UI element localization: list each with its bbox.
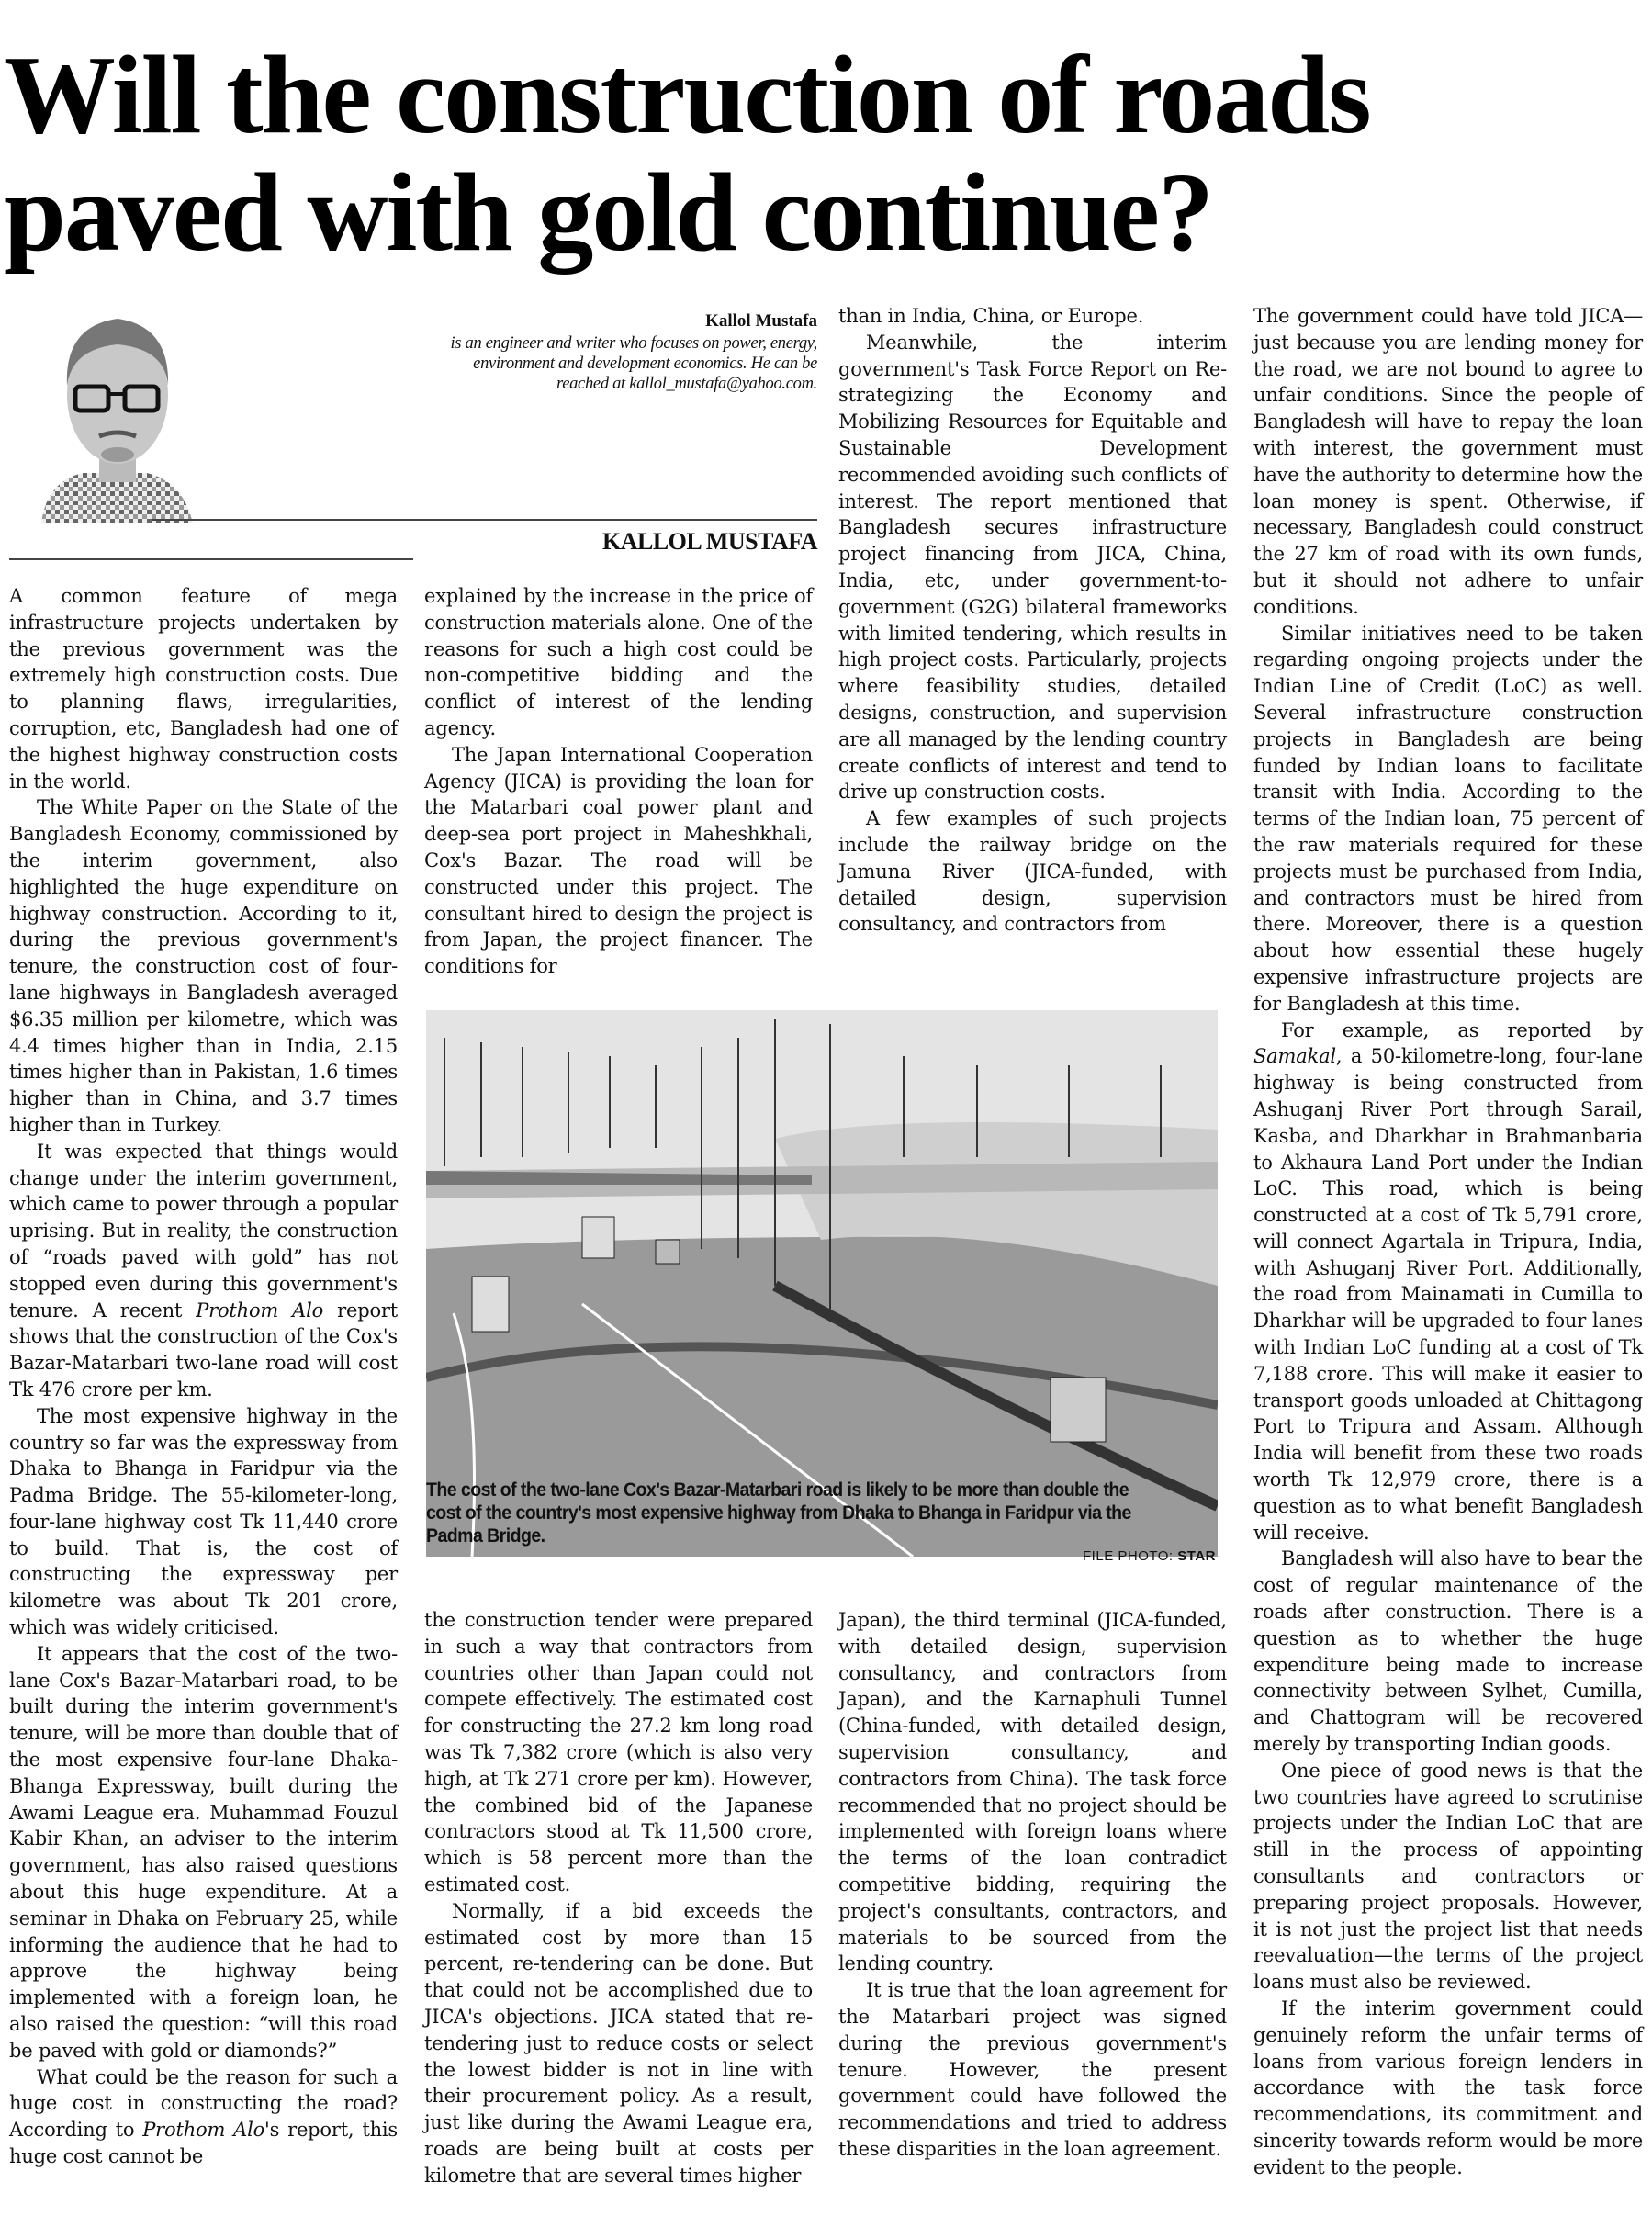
photo-credit: FILE PHOTO: STAR [1083, 1548, 1216, 1564]
paragraph: explained by the increase in the price of construction materials alone. One of the reasons for such a high cost could be non-competitive bidding and the conflict of interest of the lending agency. [424, 585, 813, 739]
paragraph: It was expected that things would change under the interim government, which came to power through a popular uprising. But in reality, the construction of “roads paved with gold” has not stopped even during this government's tenure. A recent Prothom Alo report shows that the construction of the Cox's Bazar-Matarbari two-lane road will cost Tk 476 crore per km. [9, 1140, 398, 1400]
column-2-top [424, 583, 813, 980]
column-3-bottom [838, 1607, 1227, 2163]
publication-name: Prothom Alo [196, 1299, 324, 1322]
paragraph: It is true that the loan agreement for the Matarbari project was signed during the previous government's tenure. However, the present government could have followed the recommendations and tried to address these disparities in the loan agreement. [838, 1979, 1227, 2160]
headline-line-2: paved with gold continue? [4, 151, 1212, 275]
column-divider [9, 558, 413, 560]
publication-name: Prothom Alo [142, 2119, 265, 2142]
paragraph: Normally, if a bid exceeds the estimated cost by more than 15 percent, re-tendering can be done. But that could not be accomplished due to JICA's objections. JICA stated that re-tendering just to reduce costs or select the lowest bidder is not in line with their procurement policy. As a result, just like during the Awami League era, roads are being built at costs per kilometre that are several times higher [424, 1899, 813, 2187]
byline: KALLOL MUSTAFA [601, 528, 817, 555]
paragraph: A few examples of such projects include the railway bridge on the Jamuna River (JICA-funded, with detailed design, supervision consultancy, and contractors from [838, 807, 1227, 936]
paragraph: If the interim government could genuinely reform the unfair terms of loans from various foreign lenders in accordance with the task force recommendations, its commitment and sincerity towards reform would be more evident to the people. [1253, 1997, 1643, 2178]
byline-divider [152, 519, 817, 521]
author-block [0, 298, 817, 555]
paragraph: One piece of good news is that the two countries have agreed to scrutinise projects under the Indian LoC that are still in the process of appointing consultants and contractors or preparing project proposals. However, it is not just the project list that needs reevaluation—the terms of the project loans must also be reviewed. [1253, 1759, 1643, 1994]
author-portrait-icon [28, 298, 202, 523]
paragraph: The White Paper on the State of the Bangladesh Economy, commissioned by the interim government, also highlighted the huge expenditure on highway construction. According to it, during the previous government's tenure, the construction cost of four-lane highways in Bangladesh averaged $6.35 million per kilometre, which was 4.4 times higher than in India, 2.15 times higher than in Pakistan, 1.6 times higher than in China, and 3.7 times higher than in Turkey. [9, 796, 398, 1136]
author-name: Kallol Mustafa [705, 311, 817, 331]
paragraph: The Japan International Cooperation Agency (JICA) is providing the loan for the Matarbari coal power plant and deep-sea port project in Maheshkhali, Cox's Bazar. The road will be constructed under this project. The consultant hired to design the project is from Japan, the project financer. The conditions for [424, 743, 813, 978]
photo-caption: The cost of the two-lane Cox's Bazar-Matarbari road is likely to be more than double the cost of the country's most expensive highway from Dhaka to Bhanga in Faridpur via the Padma Bridge. [426, 1479, 1131, 1547]
column-4 [1253, 303, 1643, 2181]
paragraph: It appears that the cost of the two-lane Cox's Bazar-Matarbari road, to be built during the interim government's tenure, will be more than double that of the most expensive four-lane Dhaka-Bhanga Expressway, built during the Awami League era. Muhammad Fouzul Kabir Khan, an adviser to the interim government, has also raised questions about this huge expenditure. At a seminar in Dhaka on February 25, while informing the audience that he had to approve the highway being implemented with a foreign loan, he also raised the question: “will this road be paved with gold or diamonds?” [9, 1642, 398, 2062]
paragraph: the construction tender were prepared in such a way that contractors from countries other than Japan could not compete effectively. The estimated cost for constructing the 27.2 km long road was Tk 7,382 crore (which is also very high, at Tk 271 crore per km). However, the combined bid of the Japanese contractors stood at Tk 11,500 crore, which is 58 percent more than the estimated cost. [424, 1609, 813, 1895]
headline-line-1: Will the construction of roads [4, 33, 1370, 157]
column-2-bottom [424, 1607, 813, 2189]
paragraph: Similar initiatives need to be taken regarding ongoing projects under the Indian Line of Credit (LoC) as well. Several infrastructure construction projects in Bangladesh are being funded by Indian loans to facilitate transit with India. According to the terms of the Indian loan, 75 percent of the raw materials required for these projects must be purchased from India, and contractors must be hired from there. Moreover, there is a question about how essential these hugely expensive infrastructure projects are for Bangladesh at this time. [1253, 622, 1643, 1015]
paragraph: The most expensive highway in the country so far was the expressway from Dhaka to Bhanga in Faridpur via the Padma Bridge. The 55-kilometer-long, four-lane highway cost Tk 11,440 crore to build. That is, the cost of constructing the expressway per kilometre was about Tk 201 crore, which was widely criticised. [9, 1404, 398, 1639]
paragraph: Meanwhile, the interim government's Task Force Report on Re-strategizing the Economy and Mobilizing Resources for Equitable and Sustainable Development recommended avoiding such conflicts of interest. The report mentioned that Bangladesh secures infrastructure project financing from JICA, China, India, etc, under government-to-government (G2G) bilateral frameworks with limited tendering, which results in high project costs. Particularly, projects where feasibility studies, detailed designs, construction, and supervision are all managed by the lending country create conflicts of interest and tend to drive up construction costs. [838, 331, 1227, 804]
column-3-top [838, 303, 1227, 938]
headline [4, 33, 1647, 275]
paragraph: A common feature of mega infrastructure projects undertaken by the previous government was the extremely high construction costs. Due to planning flaws, irregularities, corruption, etc, Bangladesh had one of the highest highway construction costs in the world. [9, 585, 398, 793]
highway-photo [426, 1010, 1218, 1557]
photo-figure [426, 1010, 1218, 1281]
column-1 [9, 583, 398, 2170]
paragraph: Bangladesh will also have to bear the cost of regular maintenance of the roads after construction. There is a question as to whether the huge expenditure being made to increase connectivity between Sylhet, Cumilla, and Chattogram will be recovered merely by transporting Indian goods. [1253, 1547, 1643, 1756]
paragraph: The government could have told JICA—just because you are lending money for the road, we are not bound to agree to unfair conditions. Since the people of Bangladesh will have to repay the loan with interest, the government must have the authority to determine how the loan money is spent. Otherwise, if necessary, Bangladesh could construct the 27 km of road with its own funds, but it should not adhere to unfair conditions. [1253, 305, 1643, 618]
paragraph: For example, as reported by Samakal, a 50-kilometre-long, four-lane highway is being constructed from Ashuganj River Port through Sarail, Kasba, and Dharkhar in Brahmanbaria to Akhaura Land Port under the Indian LoC. This road, which is being constructed at a cost of Tk 5,791 crore, will connect Agartala in Tripura, India, with Ashuganj River Port. Additionally, the road from Mainamati in Cumilla to Dharkhar will be upgraded to four lanes with Indian LoC funding at a cost of Tk 7,188 crore. This will make it easier to transport goods unloaded at Chittagong Port to Tripura and Assam. Although India will benefit from these two roads worth Tk 12,979 crore, there is a question as to what benefit Bangladesh will receive. [1253, 1018, 1643, 1544]
paragraph: What could be the reason for such a huge cost in constructing the road? According to Prothom Alo's report, this huge cost cannot be [9, 2065, 398, 2168]
author-bio: is an engineer and writer who focuses on power, energy, environment and development economics. He can be reached at kallol_mustafa@yahoo.com. [450, 334, 817, 393]
publication-name: Samakal [1253, 1045, 1336, 1068]
paragraph: Japan), the third terminal (JICA-funded, with detailed design, supervision consultancy, and contractors from Japan), and the Karnaphuli Tunnel (China-funded, with detailed design, supervision consultancy, and contractors from China). The task force recommended that no project should be implemented with foreign loans where the terms of the loan contradict competitive bidding, requiring the project's consultants, contractors, and materials to be sourced from the lending country. [838, 1609, 1227, 1975]
paragraph: than in India, China, or Europe. [838, 305, 1144, 327]
